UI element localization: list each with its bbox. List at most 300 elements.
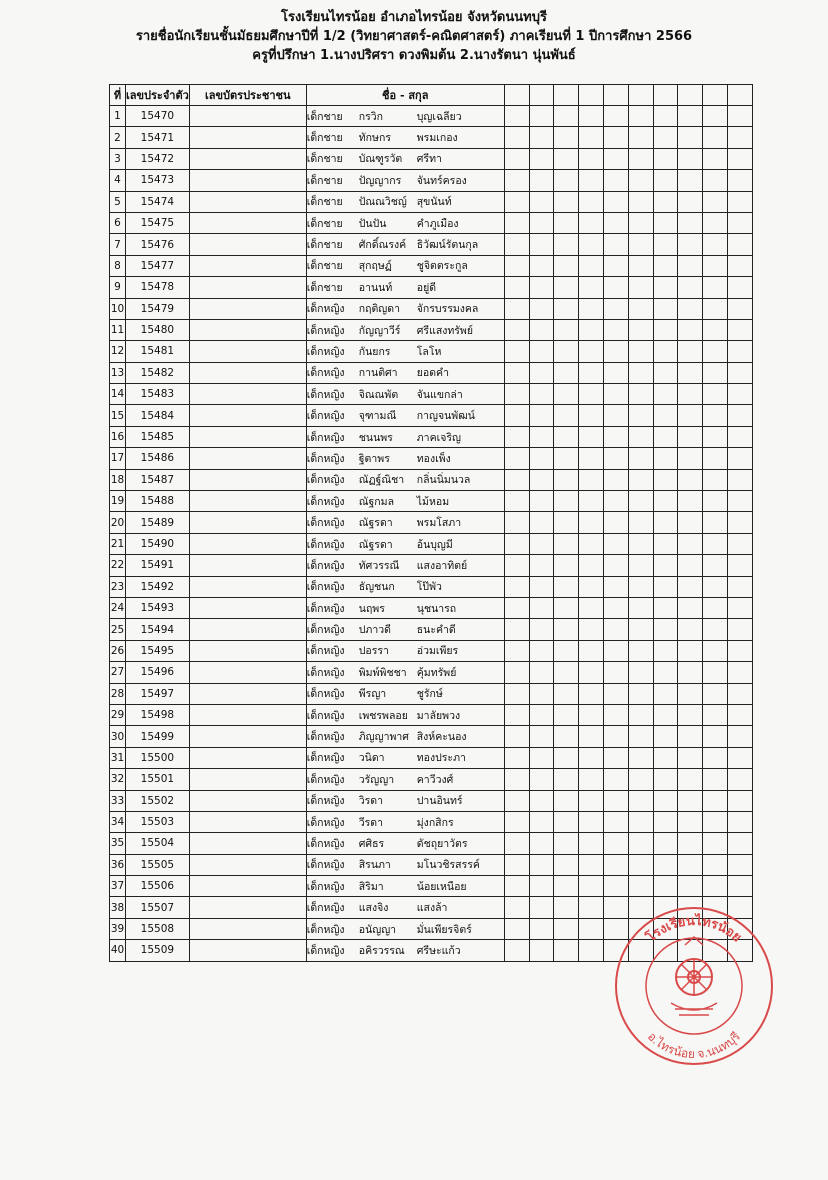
blank-cell (678, 704, 703, 725)
blank-cell (579, 298, 604, 319)
blank-cell (703, 384, 728, 405)
blank-cell (628, 298, 653, 319)
student-id: 15486 (126, 448, 190, 469)
blank-cell (678, 319, 703, 340)
blank-cell (579, 405, 604, 426)
blank-cell (678, 833, 703, 854)
blank-cell (727, 426, 752, 447)
blank-cell (727, 811, 752, 832)
name-prefix: เด็กหญิง (306, 645, 345, 658)
blank-cell (579, 833, 604, 854)
last-name: บุญเฉลียว (416, 110, 462, 123)
blank-cell (603, 127, 628, 148)
blank-cell (504, 747, 529, 768)
col-header-no: ที่ (110, 85, 126, 106)
row-number: 5 (110, 191, 126, 212)
blank-cell (579, 897, 604, 918)
name-prefix: เด็กหญิง (306, 538, 345, 551)
table-row (110, 277, 753, 298)
student-id: 15490 (126, 533, 190, 554)
last-name: อยู่ดี (416, 281, 437, 294)
blank-cell (554, 555, 579, 576)
blank-cell (504, 619, 529, 640)
blank-cell (529, 811, 554, 832)
table-row (110, 512, 753, 533)
blank-cell (579, 512, 604, 533)
blank-cell (678, 854, 703, 875)
blank-cell (529, 255, 554, 276)
student-id: 15487 (126, 469, 190, 490)
national-id-cell (189, 683, 306, 704)
blank-cell (678, 277, 703, 298)
blank-cell (579, 769, 604, 790)
blank-cell (504, 148, 529, 169)
student-id: 15503 (126, 811, 190, 832)
name-prefix: เด็กหญิง (306, 324, 345, 337)
last-name: น้อยเหนือย (416, 880, 467, 893)
name-prefix: เด็กชาย (306, 132, 343, 145)
first-name: ปอรรา (358, 645, 389, 658)
row-number: 27 (110, 662, 126, 683)
blank-cell (504, 640, 529, 661)
student-id: 15504 (126, 833, 190, 854)
blank-cell (653, 106, 678, 127)
blank-cell (529, 854, 554, 875)
last-name: อ่วมเพียร (416, 645, 459, 658)
student-name (306, 341, 504, 362)
name-prefix: เด็กหญิง (306, 559, 345, 572)
advisors-line: ครูที่ปรึกษา 1.นางปริศรา ดวงพิมต้น 2.นางรัตนา นุ่นพันธ์ (252, 48, 576, 63)
table-row (110, 533, 753, 554)
blank-cell (628, 426, 653, 447)
national-id-cell (189, 362, 306, 383)
blank-cell (678, 640, 703, 661)
blank-cell (653, 833, 678, 854)
national-id-cell (189, 426, 306, 447)
row-number: 15 (110, 405, 126, 426)
blank-cell (579, 918, 604, 939)
student-name (306, 491, 504, 512)
blank-cell (504, 341, 529, 362)
last-name: จักรบรรมงคล (416, 303, 479, 316)
blank-cell (678, 405, 703, 426)
first-name: ณัฐรดา (358, 538, 393, 551)
student-id: 15478 (126, 277, 190, 298)
row-number: 22 (110, 555, 126, 576)
blank-cell (579, 940, 604, 961)
blank-cell (554, 191, 579, 212)
blank-cell (703, 619, 728, 640)
row-number: 3 (110, 148, 126, 169)
blank-cell (554, 255, 579, 276)
blank-cell (678, 234, 703, 255)
blank-cell (504, 897, 529, 918)
last-name: อ้นบุญมี (416, 538, 453, 551)
blank-cell (554, 319, 579, 340)
blank-cell (603, 876, 628, 897)
col-header-name: ชื่อ - สกุล (306, 85, 504, 106)
blank-cell (727, 619, 752, 640)
national-id-cell (189, 533, 306, 554)
blank-cell (653, 704, 678, 725)
first-name: นฤพร (358, 602, 385, 615)
student-id: 15484 (126, 405, 190, 426)
first-name: กานติศา (358, 367, 398, 380)
student-name (306, 170, 504, 191)
blank-cell (529, 277, 554, 298)
blank-cell (554, 448, 579, 469)
table-row (110, 555, 753, 576)
row-number: 28 (110, 683, 126, 704)
blank-cell (678, 512, 703, 533)
blank-cell (504, 683, 529, 704)
blank-cell (727, 234, 752, 255)
first-name: ศักดิ์ณรงค์ (358, 239, 407, 252)
school-title: โรงเรียนไทรน้อย อำเภอไทรน้อย จังหวัดนนทบุรี (281, 10, 547, 25)
blank-cell (727, 448, 752, 469)
student-id: 15480 (126, 319, 190, 340)
blank-cell (579, 448, 604, 469)
row-number: 16 (110, 426, 126, 447)
national-id-cell (189, 212, 306, 233)
first-name: ภิญญาพาศ (358, 731, 409, 744)
blank-cell (678, 362, 703, 383)
last-name: คำภูเมือง (416, 217, 459, 230)
blank-col-header (727, 85, 752, 106)
name-prefix: เด็กหญิง (306, 474, 345, 487)
blank-cell (703, 234, 728, 255)
blank-cell (678, 876, 703, 897)
first-name: ฐิตาพร (358, 452, 390, 465)
first-name: ชนนพร (358, 431, 393, 444)
row-number: 10 (110, 298, 126, 319)
student-name (306, 426, 504, 447)
blank-cell (529, 704, 554, 725)
table-row (110, 469, 753, 490)
blank-cell (504, 170, 529, 191)
student-name (306, 191, 504, 212)
blank-cell (603, 170, 628, 191)
student-name (306, 127, 504, 148)
name-prefix: เด็กหญิง (306, 902, 345, 915)
row-number: 35 (110, 833, 126, 854)
table-row (110, 833, 753, 854)
blank-cell (628, 448, 653, 469)
blank-cell (703, 576, 728, 597)
blank-cell (727, 640, 752, 661)
student-name (306, 662, 504, 683)
blank-cell (727, 170, 752, 191)
blank-cell (628, 704, 653, 725)
blank-cell (653, 790, 678, 811)
table-row (110, 662, 753, 683)
student-name (306, 769, 504, 790)
blank-cell (554, 234, 579, 255)
student-id: 15507 (126, 897, 190, 918)
table-row (110, 854, 753, 875)
table-row (110, 683, 753, 704)
blank-cell (727, 833, 752, 854)
table-row (110, 426, 753, 447)
blank-cell (628, 277, 653, 298)
last-name: มโนวชิรสรรค์ (416, 859, 480, 872)
blank-cell (653, 854, 678, 875)
blank-cell (603, 769, 628, 790)
row-number: 4 (110, 170, 126, 191)
blank-cell (603, 491, 628, 512)
last-name: ชูรักษ์ (416, 688, 443, 701)
name-prefix: เด็กหญิง (306, 666, 345, 679)
blank-cell (727, 747, 752, 768)
blank-cell (603, 426, 628, 447)
blank-cell (504, 106, 529, 127)
blank-cell (653, 298, 678, 319)
blank-cell (653, 405, 678, 426)
student-name (306, 683, 504, 704)
first-name: กัญญาวีร์ (358, 324, 401, 337)
blank-cell (653, 683, 678, 704)
row-number: 8 (110, 255, 126, 276)
blank-cell (703, 148, 728, 169)
table-row (110, 576, 753, 597)
student-name (306, 384, 504, 405)
blank-cell (529, 662, 554, 683)
blank-cell (678, 597, 703, 618)
blank-cell (529, 384, 554, 405)
blank-cell (703, 790, 728, 811)
last-name: ชูจิตตระกูล (416, 260, 468, 273)
blank-cell (554, 212, 579, 233)
blank-cell (579, 277, 604, 298)
blank-cell (653, 640, 678, 661)
blank-cell (727, 512, 752, 533)
name-prefix: เด็กหญิง (306, 923, 345, 936)
student-name (306, 918, 504, 939)
list-title: รายชื่อนักเรียนชั้นมัธยมศึกษาปีที่ 1/2 (วิทยาศาสตร์-คณิตศาสตร์) ภาคเรียนที่ 1 ปีการศึกษา 2566 (135, 29, 693, 44)
blank-cell (678, 148, 703, 169)
blank-cell (579, 362, 604, 383)
row-number: 9 (110, 277, 126, 298)
name-prefix: เด็กหญิง (306, 495, 345, 508)
blank-cell (529, 148, 554, 169)
blank-cell (504, 255, 529, 276)
name-prefix: เด็กหญิง (306, 773, 345, 786)
blank-cell (579, 876, 604, 897)
name-prefix: เด็กหญิง (306, 880, 345, 893)
blank-cell (529, 555, 554, 576)
table-row (110, 790, 753, 811)
blank-cell (628, 640, 653, 661)
national-id-cell (189, 106, 306, 127)
blank-cell (703, 662, 728, 683)
name-prefix: เด็กหญิง (306, 303, 345, 316)
blank-cell (554, 683, 579, 704)
blank-cell (504, 298, 529, 319)
student-id: 15483 (126, 384, 190, 405)
first-name: อนัญญา (358, 923, 397, 936)
blank-cell (703, 469, 728, 490)
blank-cell (504, 597, 529, 618)
national-id-cell (189, 918, 306, 939)
name-prefix: เด็กหญิง (306, 837, 345, 850)
blank-cell (727, 298, 752, 319)
last-name: สุขนันท์ (416, 196, 452, 209)
blank-cell (628, 662, 653, 683)
blank-cell (579, 576, 604, 597)
name-prefix: เด็กหญิง (306, 602, 345, 615)
student-name (306, 897, 504, 918)
blank-cell (703, 448, 728, 469)
blank-cell (579, 854, 604, 875)
blank-cell (678, 747, 703, 768)
blank-cell (504, 426, 529, 447)
blank-cell (579, 811, 604, 832)
blank-cell (628, 876, 653, 897)
student-id: 15505 (126, 854, 190, 875)
first-name: อานนท์ (358, 281, 393, 294)
blank-cell (529, 769, 554, 790)
student-id: 15508 (126, 918, 190, 939)
blank-cell (703, 811, 728, 832)
col-header-student-id: เลขประจำตัว (126, 85, 190, 106)
blank-cell (554, 469, 579, 490)
blank-cell (727, 191, 752, 212)
student-id: 15473 (126, 170, 190, 191)
blank-cell (628, 533, 653, 554)
blank-cell (628, 106, 653, 127)
table-row (110, 191, 753, 212)
blank-cell (529, 319, 554, 340)
blank-cell (579, 597, 604, 618)
student-roster-table (109, 84, 753, 962)
stamp-top-text: โรงเรียนไทรน้อย (643, 912, 745, 945)
table-row (110, 148, 753, 169)
blank-cell (554, 918, 579, 939)
blank-cell (678, 491, 703, 512)
student-name (306, 640, 504, 661)
first-name: บัณฑูรวัต (358, 153, 403, 166)
row-number: 36 (110, 854, 126, 875)
table-row (110, 491, 753, 512)
student-id: 15472 (126, 148, 190, 169)
row-number: 26 (110, 640, 126, 661)
student-name (306, 469, 504, 490)
student-id: 15488 (126, 491, 190, 512)
last-name: แสงอาทิตย์ (416, 559, 468, 572)
blank-cell (727, 726, 752, 747)
blank-cell (504, 448, 529, 469)
blank-cell (554, 619, 579, 640)
name-prefix: เด็กหญิง (306, 731, 345, 744)
blank-cell (504, 769, 529, 790)
document-header (0, 8, 828, 65)
last-name: มั่นเพียรจิตร์ (416, 923, 472, 936)
blank-cell (529, 512, 554, 533)
blank-cell (504, 405, 529, 426)
blank-cell (529, 619, 554, 640)
blank-cell (504, 662, 529, 683)
blank-cell (628, 362, 653, 383)
blank-cell (529, 127, 554, 148)
blank-cell (727, 212, 752, 233)
blank-cell (653, 448, 678, 469)
student-name (306, 362, 504, 383)
row-number: 38 (110, 897, 126, 918)
table-row (110, 127, 753, 148)
blank-cell (703, 833, 728, 854)
blank-cell (529, 790, 554, 811)
blank-cell (603, 234, 628, 255)
blank-cell (628, 811, 653, 832)
student-name (306, 597, 504, 618)
first-name: กฤติญดา (358, 303, 400, 316)
last-name: โลโห (416, 345, 442, 358)
blank-cell (529, 426, 554, 447)
row-number: 17 (110, 448, 126, 469)
blank-col-header (504, 85, 529, 106)
blank-cell (727, 362, 752, 383)
blank-col-header (529, 85, 554, 106)
student-name (306, 833, 504, 854)
blank-cell (653, 127, 678, 148)
blank-cell (579, 170, 604, 191)
first-name: ณัฐกมล (358, 495, 395, 508)
blank-cell (727, 704, 752, 725)
student-id: 15492 (126, 576, 190, 597)
blank-cell (653, 811, 678, 832)
blank-cell (504, 576, 529, 597)
table-row (110, 319, 753, 340)
blank-col-header (628, 85, 653, 106)
national-id-cell (189, 619, 306, 640)
blank-cell (504, 362, 529, 383)
school-seal-stamp (613, 905, 775, 1067)
blank-cell (678, 469, 703, 490)
blank-cell (703, 640, 728, 661)
student-id: 15471 (126, 127, 190, 148)
blank-cell (554, 341, 579, 362)
blank-cell (703, 747, 728, 768)
table-row (110, 448, 753, 469)
first-name: วรัญญา (358, 773, 395, 786)
student-name (306, 319, 504, 340)
blank-cell (603, 469, 628, 490)
student-name (306, 277, 504, 298)
blank-cell (628, 597, 653, 618)
blank-cell (678, 384, 703, 405)
blank-cell (579, 747, 604, 768)
blank-cell (727, 555, 752, 576)
student-name (306, 298, 504, 319)
student-id: 15482 (126, 362, 190, 383)
blank-cell (579, 255, 604, 276)
blank-cell (653, 726, 678, 747)
blank-cell (703, 341, 728, 362)
blank-cell (579, 704, 604, 725)
row-number: 13 (110, 362, 126, 383)
first-name: สุกฤษฏ์ (358, 260, 392, 273)
table-row (110, 341, 753, 362)
name-prefix: เด็กชาย (306, 174, 343, 187)
blank-cell (504, 533, 529, 554)
first-name: เพชรพลอย (358, 709, 408, 722)
blank-cell (603, 191, 628, 212)
table-row (110, 405, 753, 426)
blank-col-header (554, 85, 579, 106)
blank-cell (554, 833, 579, 854)
national-id-cell (189, 555, 306, 576)
blank-cell (554, 876, 579, 897)
